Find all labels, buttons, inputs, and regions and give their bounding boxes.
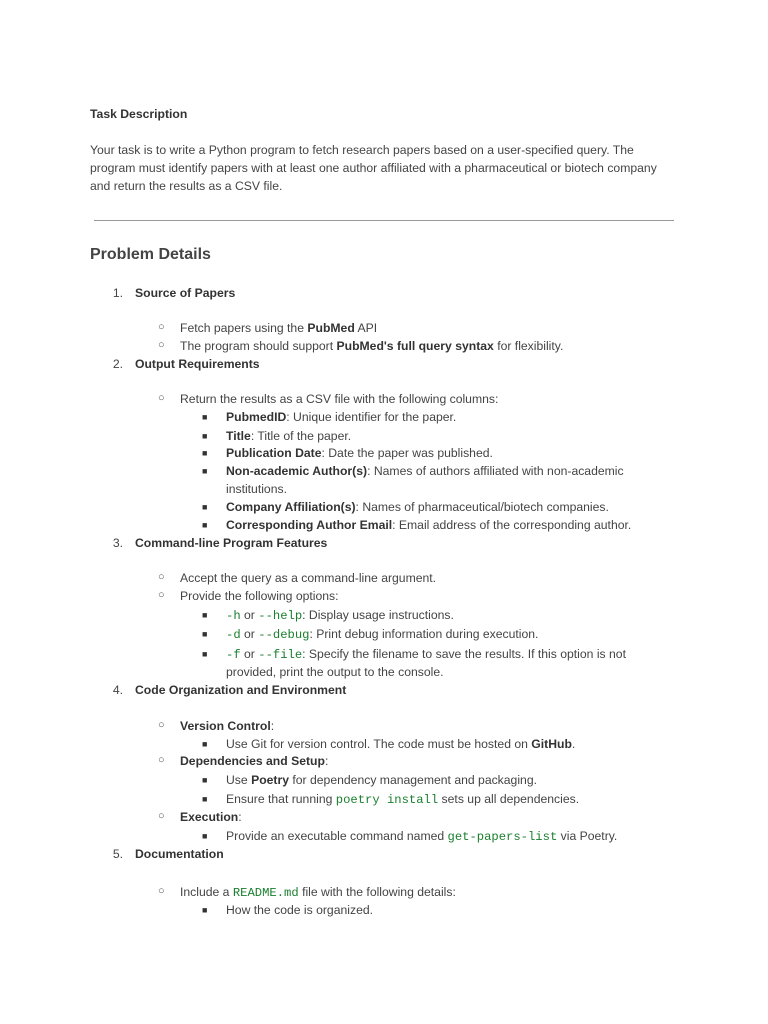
section-title-source: Source of Papers [135, 286, 236, 300]
list-item: Use Poetry for dependency management and packaging. [226, 773, 537, 787]
circle-bullet-icon: ○ [158, 589, 165, 601]
section-title-code-org: Code Organization and Environment [135, 683, 347, 697]
square-bullet-icon: ■ [202, 649, 208, 659]
list-item: Ensure that running poetry install sets up all dependencies. [226, 792, 580, 807]
list-item: -f or --file: Specify the filename to save the results. If this option is not [226, 647, 626, 662]
circle-bullet-icon: ○ [158, 810, 165, 822]
square-bullet-icon: ■ [202, 831, 208, 841]
circle-bullet-icon: ○ [158, 321, 165, 333]
section-title-output: Output Requirements [135, 357, 260, 371]
problem-details-heading: Problem Details [90, 246, 211, 263]
list-item-continuation: provided, print the output to the console. [226, 665, 444, 679]
square-bullet-icon: ■ [202, 775, 208, 785]
list-item: -d or --debug: Print debug information during execution. [226, 627, 539, 642]
list-item: Dependencies and Setup: [180, 754, 329, 768]
task-description-text: Your task is to write a Python program to fetch research papers based on a user-specified query. The program must identify papers with at least one author affiliated with a pharmaceutical or biotech company and return the results as a CSV file. [90, 143, 657, 193]
list-item: PubmedID: Unique identifier for the paper. [226, 410, 457, 424]
list-item: Fetch papers using the PubMed API [180, 321, 378, 335]
list-number: 1. [112, 286, 123, 300]
square-bullet-icon: ■ [202, 520, 208, 530]
square-bullet-icon: ■ [202, 412, 208, 422]
section-title-documentation: Documentation [135, 847, 224, 861]
square-bullet-icon: ■ [202, 466, 208, 476]
task-description-heading: Task Description [90, 107, 188, 121]
list-item: Provide the following options: [180, 589, 339, 603]
list-item: The program should support PubMed's full query syntax for flexibility. [180, 339, 564, 353]
square-bullet-icon: ■ [202, 610, 208, 620]
horizontal-divider [94, 220, 674, 221]
list-item: Use Git for version control. The code must be hosted on GitHub. [226, 737, 576, 751]
list-item: Version Control: [180, 719, 275, 733]
list-item: Non-academic Author(s): Names of authors affiliated with non-academic [226, 464, 624, 478]
square-bullet-icon: ■ [202, 739, 208, 749]
circle-bullet-icon: ○ [158, 339, 165, 351]
square-bullet-icon: ■ [202, 905, 208, 915]
list-item: Publication Date: Date the paper was published. [226, 446, 493, 460]
square-bullet-icon: ■ [202, 431, 208, 441]
circle-bullet-icon: ○ [158, 885, 165, 897]
list-item: Include a README.md file with the following details: [180, 885, 456, 900]
circle-bullet-icon: ○ [158, 719, 165, 731]
list-item-continuation: institutions. [226, 482, 287, 496]
square-bullet-icon: ■ [202, 629, 208, 639]
square-bullet-icon: ■ [202, 502, 208, 512]
list-number: 5. [112, 847, 123, 861]
list-item: Execution: [180, 810, 242, 824]
list-item: Return the results as a CSV file with the following columns: [180, 392, 499, 406]
list-item: Company Affiliation(s): Names of pharmaceutical/biotech companies. [226, 500, 609, 514]
list-number: 2. [112, 357, 123, 371]
circle-bullet-icon: ○ [158, 571, 165, 583]
circle-bullet-icon: ○ [158, 392, 165, 404]
list-number: 4. [112, 683, 123, 697]
list-item: Accept the query as a command-line argument. [180, 571, 437, 585]
square-bullet-icon: ■ [202, 794, 208, 804]
list-item: -h or --help: Display usage instructions. [226, 608, 454, 623]
list-item: Corresponding Author Email: Email address of the corresponding author. [226, 518, 632, 532]
list-number: 3. [112, 536, 123, 550]
list-item: How the code is organized. [226, 903, 374, 917]
list-item: Title: Title of the paper. [226, 429, 352, 443]
square-bullet-icon: ■ [202, 448, 208, 458]
list-item: Provide an executable command named get-papers-list via Poetry. [226, 829, 618, 844]
circle-bullet-icon: ○ [158, 754, 165, 766]
section-title-cli: Command-line Program Features [135, 536, 328, 550]
